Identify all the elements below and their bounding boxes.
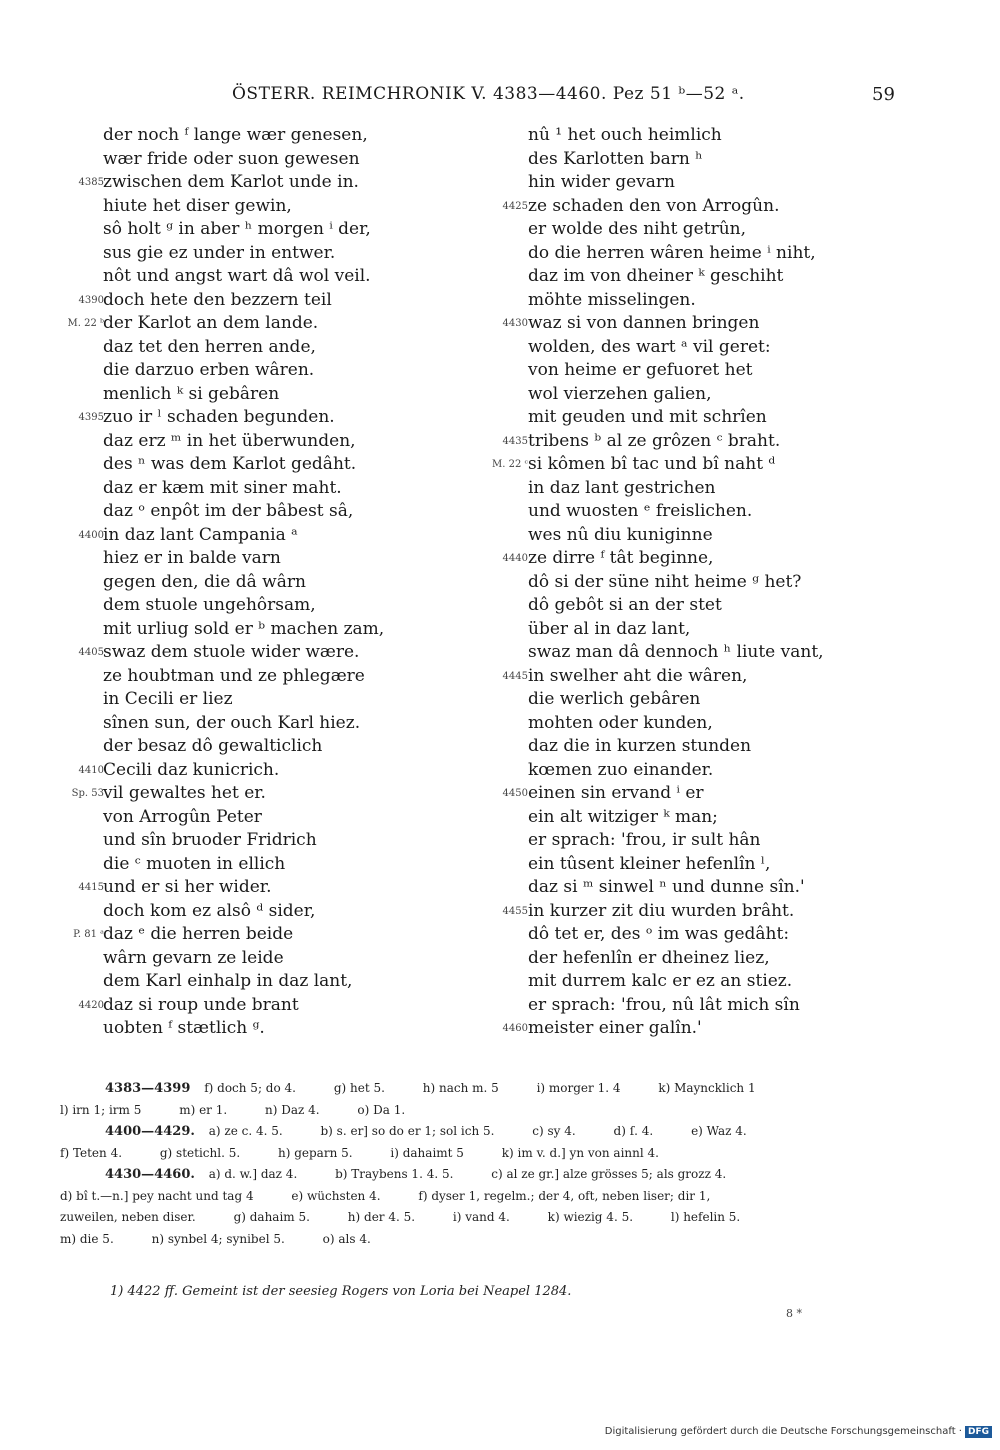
verse-text: einen sin ervand ⁱ er	[528, 783, 704, 803]
verse-line	[56, 641, 476, 665]
verse-line	[56, 923, 476, 947]
line-number: 4405	[78, 647, 104, 658]
verse-text: in swelher aht die wâren,	[528, 665, 748, 686]
verse-text: die werlich gebâren	[528, 689, 701, 709]
verse-line	[492, 806, 892, 830]
verse-line	[56, 124, 476, 148]
verse-text: swaz dem stuole wider wære.	[103, 642, 360, 662]
verse-text: ze houbtman und ze phlegære	[103, 665, 365, 686]
verse-line	[492, 970, 892, 994]
verse-text: daz tet den herren ande,	[103, 336, 316, 357]
verse-line	[56, 994, 476, 1018]
verse-line	[492, 759, 892, 783]
verse-text: der hefenlîn er dheinez liez,	[528, 947, 770, 968]
verse-text: menlich ᵏ si gebâren	[103, 383, 280, 404]
verse-line	[492, 124, 892, 148]
verse-line	[492, 829, 892, 853]
verse-text: dô gebôt si an der stet	[528, 595, 722, 615]
verse-text: zuo ir ˡ schaden begunden.	[103, 407, 335, 427]
verse-text: wol vierzehen galien,	[528, 383, 712, 404]
verse-text: Cecili daz kunicrich.	[103, 759, 280, 780]
verse-text: die ᶜ muoten in ellich	[103, 853, 286, 874]
verse-line	[56, 312, 476, 336]
verse-line	[492, 712, 892, 736]
apparatus-entry: h) der 4. 5.	[347, 1210, 416, 1224]
verse-line	[492, 876, 892, 900]
verse-text: gegen den, die dâ wârn	[103, 571, 306, 592]
verse-text: der noch ᶠ lange wær genesen,	[103, 125, 368, 145]
verse-line	[492, 406, 892, 430]
verse-text: doch hete den bezzern teil	[103, 289, 332, 310]
verse-line	[56, 618, 476, 642]
verse-text: vil gewaltes het er.	[103, 783, 266, 803]
apparatus-entry: l) irn 1; irm 5	[60, 1102, 142, 1117]
verse-text: er sprach: 'frou, nû lât mich sîn	[528, 994, 800, 1015]
verse-text: mit urliug sold er ᵇ machen zam,	[103, 618, 385, 639]
line-number: 4435	[502, 435, 528, 447]
verse-text: in kurzer zit diu wurden brâht.	[528, 900, 795, 921]
verse-line	[492, 359, 892, 383]
verse-line	[492, 641, 892, 665]
apparatus-entry: f) dyser 1, regelm.; der 4, oft, neben liser; dir 1,	[418, 1188, 711, 1203]
line-number: M. 22 ᶜ	[492, 459, 528, 470]
apparatus-entry: b) s. er] so do er 1; sol ich 5.	[320, 1124, 495, 1138]
line-number: 4415	[78, 882, 104, 893]
verse-line	[492, 242, 892, 266]
apparatus-entry: d) ſ. 4.	[613, 1124, 654, 1138]
verse-line	[56, 218, 476, 242]
verse-text: dô si der süne niht heime ᵍ het?	[528, 571, 802, 592]
apparatus-entry: c) al ze gr.] alze grösses 5; als grozz 4.	[491, 1167, 727, 1181]
apparatus-entry: i) morger 1. 4	[536, 1081, 621, 1095]
verse-line	[56, 1017, 476, 1041]
apparatus-entry: h) nach m. 5	[422, 1081, 499, 1095]
verse-line	[56, 947, 476, 971]
header-title: ÖSTERR. REIMCHRONIK V. 4383—4460. Pez 51 ᵇ—52 ᵃ.	[232, 84, 745, 104]
line-number: 4420	[78, 999, 104, 1011]
verse-line	[56, 359, 476, 383]
verse-line	[56, 665, 476, 689]
verse-text: die darzuo erben wâren.	[103, 360, 315, 380]
apparatus-row	[60, 1121, 890, 1143]
verse-text: mohten oder kunden,	[528, 712, 713, 733]
verse-line	[492, 430, 892, 454]
verse-text: waz si von dannen bringen	[528, 313, 760, 333]
verse-text: und wuosten ᵉ freislichen.	[528, 501, 753, 521]
verse-text: doch kom ez alsô ᵈ sider,	[103, 900, 316, 921]
verse-text: ze dirre ᶠ tât beginne,	[528, 548, 714, 568]
verse-line	[56, 735, 476, 759]
line-number: 4450	[502, 788, 528, 799]
verse-text: ze schaden den von Arrogûn.	[528, 195, 780, 216]
line-number: 4390	[78, 294, 104, 306]
apparatus-entry: n) Daz 4.	[265, 1102, 320, 1117]
verse-line	[492, 148, 892, 172]
verse-text: wârn gevarn ze leide	[103, 947, 284, 968]
dfg-logo: DFG	[965, 1426, 992, 1438]
verse-line	[56, 477, 476, 501]
verse-text: daz ᵒ enpôt im der bâbest sâ,	[103, 501, 354, 521]
right-verse-column	[492, 124, 892, 1041]
verse-line	[56, 289, 476, 313]
apparatus-entry: d) bî t.—n.] pey nacht und tag 4	[60, 1188, 254, 1203]
verse-line	[492, 218, 892, 242]
verse-line	[56, 759, 476, 783]
verse-text: und sîn bruoder Fridrich	[103, 830, 317, 850]
line-number: 4400	[78, 529, 104, 541]
apparatus-entry: n) synbel 4; synibel 5.	[151, 1231, 285, 1246]
apparatus-entry: e) Waz 4.	[691, 1124, 747, 1138]
verse-text: sus gie ez under in entwer.	[103, 242, 336, 263]
verse-text: hiez er in balde varn	[103, 548, 281, 568]
verse-line	[492, 688, 892, 712]
apparatus-entry: m) die 5.	[60, 1231, 114, 1246]
verse-line	[492, 665, 892, 689]
verse-line	[56, 171, 476, 195]
line-number: 4410	[78, 764, 104, 776]
apparatus-entry: a) ze c. 4. 5.	[208, 1124, 283, 1138]
apparatus-entry: g) stetichl. 5.	[159, 1145, 241, 1160]
verse-text: und er si her wider.	[103, 877, 272, 897]
apparatus-entry: k) wiezig 4. 5.	[547, 1210, 634, 1224]
verse-line	[492, 900, 892, 924]
verse-text: ein tûsent kleiner hefenlîn ˡ,	[528, 853, 771, 874]
apparatus-entry: k) Mayncklich 1	[658, 1081, 756, 1095]
apparatus-entry: i) vand 4.	[452, 1210, 510, 1224]
apparatus-entry: g) dahaim 5.	[233, 1210, 310, 1224]
verse-text: wes nû diu kuniginne	[528, 524, 713, 545]
line-number: 4440	[502, 553, 528, 564]
verse-text: des Karlotten barn ʰ	[528, 148, 703, 169]
verse-text: dem Karl einhalp in daz lant,	[103, 971, 353, 991]
apparatus-entry: b) Traybens 1. 4. 5.	[335, 1167, 454, 1181]
apparatus-row	[60, 1100, 890, 1122]
apparatus-entry: l) hefelin 5.	[670, 1210, 741, 1224]
verse-line	[56, 195, 476, 219]
apparatus-entry: o) Da 1.	[357, 1102, 406, 1117]
verse-text: in Cecili er liez	[103, 689, 233, 709]
verse-text: der Karlot an dem lande.	[103, 313, 319, 333]
verse-text: möhte misselingen.	[528, 289, 696, 310]
verse-text: der besaz dô gewalticlich	[103, 736, 323, 756]
verse-line	[492, 289, 892, 313]
verse-text: dem stuole ungehôrsam,	[103, 595, 316, 615]
apparatus-row	[60, 1078, 890, 1100]
verse-line	[56, 430, 476, 454]
verse-line	[56, 970, 476, 994]
apparatus-entry: c) sy 4.	[532, 1124, 576, 1138]
verse-line	[56, 571, 476, 595]
verse-line	[492, 171, 892, 195]
verse-line	[56, 853, 476, 877]
line-number: 4385	[78, 177, 104, 188]
verse-text: von heime er gefuoret het	[528, 360, 753, 380]
verse-line	[492, 477, 892, 501]
verse-text: uobten ᶠ stætlich ᵍ.	[103, 1018, 265, 1038]
verse-text: dô tet er, des ᵒ im was gedâht:	[528, 924, 790, 944]
verse-text: hiute het diser gewin,	[103, 195, 292, 216]
verse-line	[56, 336, 476, 360]
verse-text: daz si ᵐ sinwel ⁿ und dunne sîn.'	[528, 877, 805, 897]
verse-text: swaz man dâ dennoch ʰ liute vant,	[528, 642, 824, 662]
verse-text: des ⁿ was dem Karlot gedâht.	[103, 454, 357, 474]
verse-line	[56, 265, 476, 289]
verse-line	[56, 900, 476, 924]
verse-line	[492, 312, 892, 336]
verse-line	[56, 453, 476, 477]
verse-text: daz die in kurzen stunden	[528, 736, 752, 756]
verse-line	[56, 688, 476, 712]
verse-text: mit durrem kalc er ez an stiez.	[528, 971, 793, 991]
verse-line	[492, 853, 892, 877]
verse-line	[56, 594, 476, 618]
left-verse-column	[56, 124, 476, 1041]
apparatus-row	[60, 1207, 890, 1229]
line-number: M. 22 ᵇ	[67, 318, 104, 329]
line-number: Sp. 53	[71, 788, 104, 799]
verse-line	[492, 735, 892, 759]
verse-text: mit geuden und mit schrîen	[528, 407, 767, 427]
verse-line	[492, 994, 892, 1018]
apparatus-entry: o) als 4.	[322, 1231, 371, 1246]
apparatus-row	[60, 1229, 890, 1251]
apparatus-range: 4383—4399	[105, 1081, 191, 1096]
signature-mark: 8 *	[786, 1307, 802, 1320]
verse-line	[492, 500, 892, 524]
verse-line	[56, 383, 476, 407]
verse-line	[56, 547, 476, 571]
verse-line	[492, 571, 892, 595]
verse-line	[56, 806, 476, 830]
verse-line	[56, 406, 476, 430]
verse-line	[56, 876, 476, 900]
verse-line	[492, 195, 892, 219]
apparatus-row	[60, 1164, 890, 1186]
verse-line	[492, 947, 892, 971]
apparatus-entry: g) het 5.	[333, 1081, 385, 1095]
verse-text: daz si roup unde brant	[103, 994, 299, 1015]
verse-text: zwischen dem Karlot unde in.	[103, 172, 359, 192]
verse-line	[56, 242, 476, 266]
verse-text: meister einer galîn.'	[528, 1018, 702, 1038]
running-header	[0, 84, 1000, 108]
verse-text: kœmen zuo einander.	[528, 759, 714, 780]
verse-line	[492, 923, 892, 947]
line-number: 4425	[502, 200, 528, 212]
verse-text: nôt und angst wart dâ wol veil.	[103, 266, 371, 286]
verse-line	[492, 265, 892, 289]
verse-line	[492, 1017, 892, 1041]
line-number: 4430	[502, 318, 528, 329]
verse-text: si kômen bî tac und bî naht ᵈ	[528, 454, 776, 474]
apparatus-entry: f) Teten 4.	[60, 1145, 123, 1160]
apparatus-range: 4430—4460.	[105, 1167, 195, 1182]
verse-text: wolden, des wart ᵃ vil geret:	[528, 336, 771, 357]
line-number: 4395	[78, 412, 104, 423]
verse-text: in daz lant Campania ᵃ	[103, 524, 298, 545]
verse-text: daz er kæm mit siner maht.	[103, 477, 342, 498]
page-number: 59	[872, 84, 895, 105]
verse-text: daz ᵉ die herren beide	[103, 924, 294, 944]
verse-line	[492, 782, 892, 806]
line-number: 4455	[502, 905, 528, 917]
apparatus-entry: m) er 1.	[179, 1102, 228, 1117]
verse-text: über al in daz lant,	[528, 618, 691, 639]
verse-text: tribens ᵇ al ze grôzen ᶜ braht.	[528, 430, 781, 451]
digitization-credit	[605, 1426, 992, 1438]
apparatus-entry: f) doch 5; do 4.	[204, 1081, 296, 1095]
credit-text: Digitalisierung gefördert durch die Deutsche Forschungsgemeinschaft ·	[604, 1426, 962, 1437]
verse-line	[56, 829, 476, 853]
verse-line	[492, 524, 892, 548]
apparatus-entry: h) geparn 5.	[277, 1145, 353, 1160]
line-number: P. 81 ᵃ	[73, 929, 104, 940]
verse-line	[492, 547, 892, 571]
verse-line	[56, 148, 476, 172]
verse-line	[492, 618, 892, 642]
verse-text: wær fride oder suon gewesen	[103, 148, 360, 169]
verse-line	[492, 453, 892, 477]
verse-line	[492, 594, 892, 618]
verse-text: er wolde des niht getrûn,	[528, 219, 747, 239]
verse-text: er sprach: 'frou, ir sult hân	[528, 830, 761, 850]
apparatus-entry: a) d. w.] daz 4.	[208, 1167, 298, 1181]
verse-text: daz erz ᵐ in het überwunden,	[103, 430, 356, 451]
apparatus-row	[60, 1143, 890, 1165]
apparatus-entry: k) im v. d.] yn von ainnl 4.	[501, 1145, 659, 1160]
verse-line	[492, 383, 892, 407]
apparatus-entry: e) wüchsten 4.	[291, 1188, 381, 1203]
verse-line	[56, 524, 476, 548]
verse-text: nû ¹ het ouch heimlich	[528, 125, 722, 145]
apparatus-row	[60, 1186, 890, 1208]
verse-text: von Arrogûn Peter	[103, 806, 262, 827]
verse-text: hin wider gevarn	[528, 172, 675, 192]
apparatus-entry: zuweilen, neben diser.	[60, 1210, 196, 1224]
verse-text: do die herren wâren heime ⁱ niht,	[528, 242, 816, 263]
critical-apparatus	[60, 1078, 890, 1250]
verse-text: in daz lant gestrichen	[528, 477, 716, 498]
verse-line	[56, 712, 476, 736]
apparatus-range: 4400—4429.	[105, 1124, 195, 1139]
verse-line	[56, 500, 476, 524]
line-number: 4460	[502, 1023, 528, 1034]
apparatus-entry: i) dahaimt 5	[390, 1145, 464, 1160]
verse-text: daz im von dheiner ᵏ geschiht	[528, 266, 784, 286]
verse-text: ein alt witziger ᵏ man;	[528, 806, 718, 827]
verse-text: sô holt ᵍ in aber ʰ morgen ⁱ der,	[103, 219, 371, 239]
verse-text: sînen sun, der ouch Karl hiez.	[103, 712, 361, 733]
verse-line	[492, 336, 892, 360]
line-number: 4445	[502, 670, 528, 682]
verse-line	[56, 782, 476, 806]
footnote: 1) 4422 ff. Gemeint ist der seesieg Rogers von Loria bei Neapel 1284.	[110, 1284, 572, 1299]
